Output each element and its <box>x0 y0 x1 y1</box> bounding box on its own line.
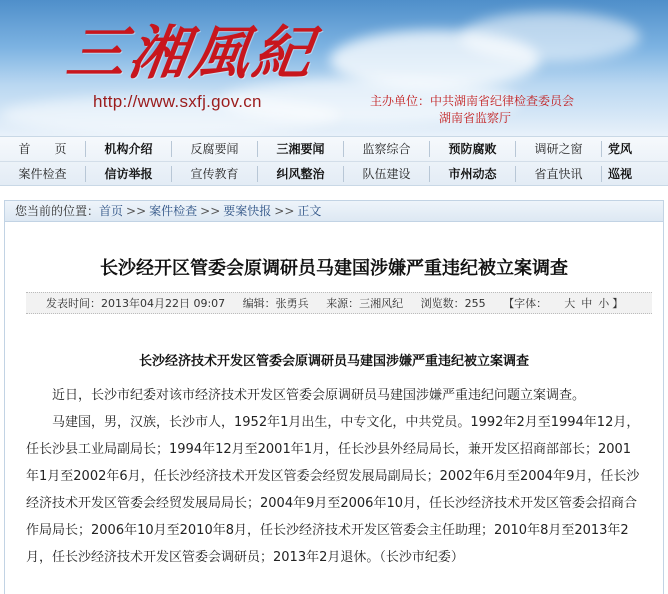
font-size-small[interactable]: 小 <box>598 297 610 310</box>
nav-item-case-inspection[interactable]: 案件检查 <box>0 166 86 182</box>
breadcrumb <box>4 200 664 222</box>
sponsor-name-2: 湖南省监察厅 <box>439 111 512 125</box>
font-size-large[interactable]: 大 <box>564 297 576 310</box>
breadcrumb-home[interactable]: 首页 <box>99 204 124 218</box>
nav-item-research[interactable]: 调研之窗 <box>516 141 602 157</box>
breadcrumb-prefix: 您当前的位置： <box>15 204 100 218</box>
nav-item-organization[interactable]: 机构介绍 <box>86 141 172 157</box>
article-title: 长沙经开区管委会原调研员马建国涉嫌严重违纪被立案调查 <box>100 258 568 279</box>
site-logo-title: 三湘風紀 <box>62 19 321 87</box>
nav-row-2 <box>0 161 668 185</box>
nav-item-provincial-news[interactable]: 省直快讯 <box>516 166 602 182</box>
sponsor-name-1: 中共湖南省纪律检查委员会 <box>430 94 575 108</box>
font-size-medium[interactable]: 中 <box>581 297 593 310</box>
breadcrumb-major-cases[interactable]: 要案快报 <box>223 204 272 218</box>
sponsor-info <box>370 93 574 127</box>
nav-item-rectification[interactable]: 纠风整治 <box>258 166 344 182</box>
sponsor-label: 主办单位： <box>370 94 431 108</box>
nav-item-anticorruption-news[interactable]: 反腐要闻 <box>172 141 258 157</box>
nav-item-prevention[interactable]: 预防腐败 <box>430 141 516 157</box>
main-navigation <box>0 136 668 186</box>
nav-item-petition-report[interactable]: 信访举报 <box>86 166 172 182</box>
nav-item-publicity[interactable]: 宣传教育 <box>172 166 258 182</box>
site-banner <box>0 0 668 136</box>
article-paragraph: 马建国，男，汉族，长沙市人，1952年1月出生，中专文化，中共党员。1992年2月至1994年12月，任长沙县工业局副局长；1994年12月至2001年1月，任长沙县外经局局长，兼开发区招商部部长；2001年1月至2002年6月，任长沙经济技术开发区管委会经贸发展局副局长；2002年6月至2004年9月，任长沙经济技术开发区管委会经贸发展局局长；2004年9月至2006年10月，任长沙经济技术开发区管委会招商合作局局长；2006年10月至2010年8月，任长沙经济技术开发区管委会主任助理；2010年8月至2013年2月，任长沙经济技术开发区管委会调研员；2013年2月退休。（长沙市纪委） <box>26 415 640 565</box>
nav-item-inspection-tour[interactable]: 巡视 <box>608 166 633 181</box>
nav-item-home[interactable]: 首 页 <box>0 141 86 157</box>
site-url[interactable]: http://www.sxfj.gov.cn <box>93 92 262 111</box>
nav-item-sanxiang-news[interactable]: 三湘要闻 <box>258 141 344 157</box>
breadcrumb-current[interactable]: 正文 <box>297 204 322 218</box>
breadcrumb-separator: >> <box>126 204 147 218</box>
nav-item-supervision[interactable]: 监察综合 <box>344 141 430 157</box>
font-size-control <box>503 297 637 310</box>
breadcrumb-separator: >> <box>200 204 221 218</box>
view-count: 浏览数：255 <box>420 297 486 310</box>
nav-row-1 <box>0 137 668 161</box>
article-paragraph: 近日，长沙市纪委对该市经济技术开发区管委会原调研员马建国涉嫌严重违纪问题立案调查。 <box>52 388 586 403</box>
nav-item-team-building[interactable]: 队伍建设 <box>344 166 430 182</box>
source: 来源：三湘风纪 <box>326 297 404 310</box>
nav-item-party-style[interactable]: 党风 <box>608 142 633 156</box>
editor: 编辑：张勇兵 <box>242 297 309 310</box>
breadcrumb-separator: >> <box>274 204 295 218</box>
article-subtitle: 长沙经济技术开发区管委会原调研员马建国涉嫌严重违纪被立案调查 <box>138 354 529 369</box>
font-size-close: 】 <box>612 297 624 310</box>
nav-item-city-news[interactable]: 市州动态 <box>430 166 516 182</box>
publish-time: 发表时间：2013年04月22日 09:07 <box>46 297 226 310</box>
font-size-label: 【字体： <box>503 297 548 310</box>
cloud-decoration <box>460 12 640 62</box>
article-body <box>26 382 642 571</box>
article-meta <box>26 292 652 314</box>
breadcrumb-case-inspection[interactable]: 案件检查 <box>149 204 198 218</box>
